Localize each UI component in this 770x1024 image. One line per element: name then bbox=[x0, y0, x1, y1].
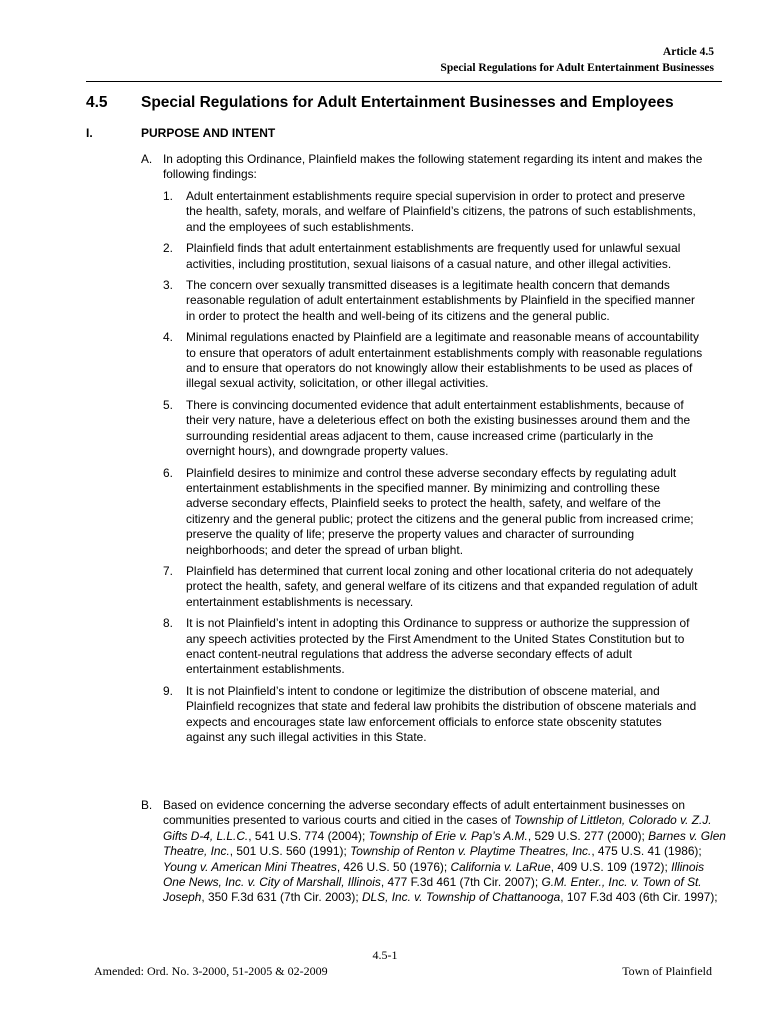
finding-text: It is not Plainfield’s intent to condone or legitimize the distribution of obscene material, and Plainfield recognizes that state and federal law prohibits the distribution of obscene materials and expects and encourages state law enforcement officials to enforce state obscenity statutes against any such illegal activities in this State. bbox=[186, 683, 697, 744]
findings-list bbox=[163, 189, 703, 751]
case-citation: , 477 F.3d 461 (7th Cir. 2007); bbox=[380, 875, 542, 890]
finding-number: 7. bbox=[163, 563, 173, 578]
paragraph-a-label: A. bbox=[141, 152, 153, 166]
amendment-note: Amended: Ord. No. 3-2000, 51-2005 & 02-2009 bbox=[94, 964, 328, 978]
case-citation: , 107 F.3d 403 (6th Cir. 1997); bbox=[560, 890, 718, 905]
case-name: Township of Littleton, Colorado v. Z.J. Gifts D-4, L.L.C. bbox=[163, 813, 712, 843]
finding-text: The concern over sexually transmitted diseases is a legitimate health concern that demands reasonable regulation of adult entertainment establishments by Plainfield in the specified manner in order to protect the health and well-being of its citizens and the general public. bbox=[186, 278, 695, 323]
part-heading bbox=[86, 126, 726, 140]
town-name: Town of Plainfield bbox=[622, 964, 712, 978]
case-name: California v. LaRue bbox=[450, 859, 551, 874]
case-citation: , 541 U.S. 774 (2004); bbox=[248, 828, 369, 843]
finding-text: Plainfield finds that adult entertainment establishments are frequently used for unlawful sexual activities, including prostitution, sexual liaisons of a casual nature, and other illegal activities. bbox=[186, 241, 681, 271]
case-name: Illinois One News, Inc. v. City of Marshall, Illinois bbox=[163, 859, 705, 890]
case-citation: , 426 U.S. 50 (1976); bbox=[336, 859, 451, 874]
finding-text: Minimal regulations enacted by Plainfield are a legitimate and reasonable means of accountability to ensure that operators of adult entertainment establishments comply with reasonable regulations and to ensure that operators do not knowingly allow their establishments to be used as places of illegal sexual activity, solicitation, or other illegal activities. bbox=[186, 330, 703, 391]
finding-item bbox=[163, 564, 703, 610]
case-name: DLS, Inc. v. Township of Chattanooga bbox=[361, 890, 561, 905]
case-citation: , 475 U.S. 41 (1986); bbox=[591, 844, 702, 859]
section-number: 4.5 bbox=[86, 94, 108, 111]
case-citation: , 529 U.S. 277 (2000); bbox=[527, 828, 649, 843]
finding-number: 3. bbox=[163, 278, 173, 293]
finding-item bbox=[163, 466, 703, 558]
case-citation: , 350 F.3d 631 (7th Cir. 2003); bbox=[201, 890, 362, 905]
finding-text: It is not Plainfield’s intent in adopting this Ordinance to suppress or authorize the suppression of any speech activities protected by the First Amendment to the United States Constitution but to enact content-neutral regulations that address the adverse secondary effects of adult entertainment establishments. bbox=[186, 616, 690, 677]
section-title bbox=[86, 94, 726, 112]
finding-text: There is convincing documented evidence that adult entertainment establishments, because of their very nature, have a deleterious effect on both the existing businesses around them and the surrounding residential areas adjacent to them, cause increased crime (particularly in the overnight hours), and downgrade property values. bbox=[186, 397, 691, 459]
part-number: I. bbox=[86, 126, 93, 140]
page-number: 4.5-1 bbox=[372, 948, 398, 962]
paragraph-b-label: B. bbox=[141, 798, 153, 812]
finding-item bbox=[163, 189, 703, 235]
finding-text: Adult entertainment establishments require special supervision in order to protect and preserve the health, safety, morals, and welfare of Plainfield’s citizens, the patrons of such establishments, and the employees of such establishments. bbox=[186, 189, 696, 234]
finding-number: 2. bbox=[163, 241, 173, 256]
finding-number: 4. bbox=[163, 330, 173, 345]
case-name: G.M. Enter., Inc. v. Town of St. Joseph bbox=[163, 875, 702, 905]
paragraph-a-text: In adopting this Ordinance, Plainfield makes the following statement regarding its intent and makes the following findings: bbox=[163, 152, 703, 182]
finding-item bbox=[163, 398, 703, 460]
case-name: Young v. American Mini Theatres bbox=[163, 859, 337, 874]
article-number: Article 4.5 bbox=[662, 46, 714, 58]
article-subtitle: Special Regulations for Adult Entertainment Businesses bbox=[440, 62, 714, 74]
paragraph-b bbox=[141, 798, 729, 906]
finding-item bbox=[163, 241, 703, 272]
finding-number: 9. bbox=[163, 683, 173, 698]
finding-text: Plainfield has determined that current local zoning and other locational criteria do not adequately protect the health, safety, and general welfare of its citizens and that expanded regulation of adult entertainment establishments is necessary. bbox=[186, 563, 698, 609]
finding-item bbox=[163, 278, 703, 324]
finding-item bbox=[163, 616, 703, 678]
finding-text: Plainfield desires to minimize and control these adverse secondary effects by regulating adult entertainment establishments in the specified manner. By minimizing and controlling these adverse secondary effects, Plainfield seeks to protect the health, safety, and welfare of the citizenry and the general public; protect the citizens and the general public from increased crime; preserve the quality of life; preserve the property values and character of surrounding neighborhoods; and deter the spread of urban blight. bbox=[186, 465, 694, 557]
case-name: Township of Erie v. Pap’s A.M. bbox=[368, 828, 528, 843]
paragraph-b-intro: Based on evidence concerning the adverse secondary effects of adult entertainment businesses on communities presented to various courts and citied in the cases of bbox=[163, 798, 685, 828]
paragraph-b-text bbox=[163, 798, 729, 906]
header-divider bbox=[86, 81, 722, 82]
case-citation: , 501 U.S. 560 (1991); bbox=[229, 844, 351, 859]
finding-number: 5. bbox=[163, 397, 173, 412]
finding-number: 6. bbox=[163, 465, 173, 480]
paragraph-a bbox=[141, 152, 729, 183]
finding-item bbox=[163, 684, 703, 746]
finding-number: 8. bbox=[163, 616, 173, 631]
part-title: PURPOSE AND INTENT bbox=[141, 126, 276, 140]
finding-item bbox=[163, 330, 703, 392]
finding-number: 1. bbox=[163, 189, 173, 203]
page-header bbox=[440, 44, 714, 76]
case-citation: , 409 U.S. 109 (1972); bbox=[550, 859, 672, 874]
case-name: Barnes v. Glen Theatre, Inc. bbox=[163, 828, 726, 859]
case-name: Township of Renton v. Playtime Theatres, Inc. bbox=[350, 844, 592, 859]
section-title-text: Special Regulations for Adult Entertainment Businesses and Employees bbox=[141, 94, 674, 111]
